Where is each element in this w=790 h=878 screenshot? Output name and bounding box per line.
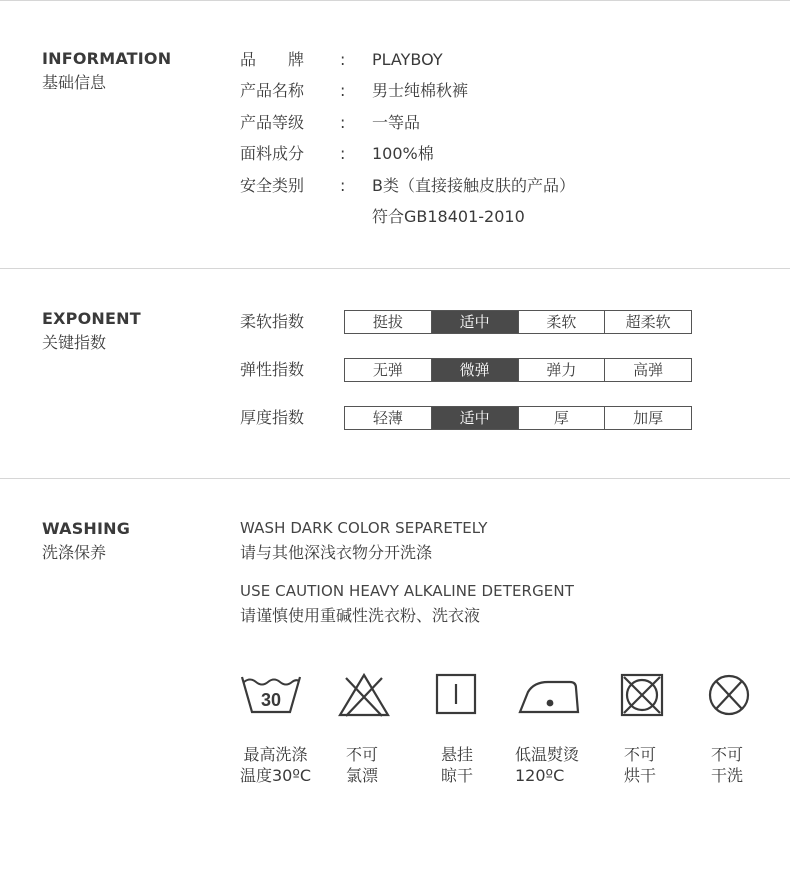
info-value: PLAYBOY [372, 50, 443, 69]
exponent-title-cn: 关键指数 [42, 333, 107, 352]
info-colon: : [340, 81, 346, 100]
no-tumble-dry-icon [619, 672, 667, 720]
caption-line: 不可 [711, 745, 744, 764]
thickness-label: 厚度指数 [240, 408, 305, 427]
info-label: 产品等级 [240, 113, 305, 132]
info-label: 品 牌 [240, 50, 305, 69]
scale-option: 弹力 [519, 359, 606, 381]
info-standard-value: 符合GB18401-2010 [372, 207, 525, 226]
information-title-cn: 基础信息 [42, 73, 107, 92]
divider-information [0, 268, 790, 269]
washing-title-cn: 洗涤保养 [42, 543, 107, 562]
hang-dry-icon [435, 672, 479, 716]
scale-option-selected: 适中 [432, 407, 519, 429]
care-hang-dry [435, 672, 525, 785]
caption-line: 烘干 [624, 766, 657, 785]
caption-line: 温度30ºC [240, 766, 312, 785]
thickness-scale [344, 406, 692, 430]
softness-label: 柔软指数 [240, 312, 305, 331]
scale-option: 厚 [519, 407, 606, 429]
exponent-title-en: EXPONENT [42, 309, 141, 328]
care-caption [441, 744, 473, 786]
care-caption [711, 744, 743, 786]
elasticity-scale [344, 358, 692, 382]
info-value: B类（直接接触皮肤的产品） [372, 176, 575, 195]
care-wash-30 [240, 672, 330, 785]
scale-option: 高弹 [633, 361, 664, 379]
care-no-tumble-dry [619, 672, 709, 785]
care-no-dry-clean [707, 672, 790, 785]
caption-line: 不可 [624, 745, 657, 764]
info-label: 安全类别 [240, 176, 305, 195]
wash-temp-number: 30 [260, 690, 282, 710]
care-no-bleach [338, 672, 428, 785]
care-caption [346, 744, 378, 786]
caption-line: 低温熨烫 [515, 745, 580, 764]
scale-option: 超柔软 [625, 313, 671, 331]
info-colon: : [340, 176, 346, 195]
caption-line: 晾干 [441, 766, 474, 785]
wash-note-cn: 请谨慎使用重碱性洗衣粉、洗衣液 [240, 606, 481, 625]
caption-line: 不可 [346, 745, 379, 764]
caption-line: 悬挂 [441, 745, 474, 764]
softness-scale [344, 310, 692, 334]
info-label: 面料成分 [240, 144, 305, 163]
info-colon: : [340, 50, 346, 69]
scale-option-selected: 适中 [432, 311, 519, 333]
info-value: 男士纯棉秋裤 [372, 81, 469, 100]
washing-title-en: WASHING [42, 519, 131, 538]
wash-30-icon [240, 672, 302, 716]
care-low-iron [515, 672, 608, 785]
low-iron-icon [518, 672, 584, 716]
info-colon: : [340, 113, 346, 132]
scale-option: 无弹 [345, 359, 432, 381]
wash-note-en: WASH DARK COLOR SEPARETELY [240, 519, 488, 537]
care-caption [515, 744, 579, 786]
elasticity-label: 弹性指数 [240, 360, 305, 379]
scale-option: 挺拔 [345, 311, 432, 333]
top-divider [0, 0, 790, 1]
care-caption [240, 744, 311, 786]
caption-line: 最高洗涤 [243, 745, 308, 764]
info-label: 产品名称 [240, 81, 305, 100]
information-title-en: INFORMATION [42, 49, 172, 68]
care-caption [624, 744, 656, 786]
scale-option: 柔软 [519, 311, 606, 333]
wash-note-cn: 请与其他深浅衣物分开洗涤 [240, 543, 433, 562]
caption-line: 干洗 [711, 766, 744, 785]
info-value: 100%棉 [372, 144, 434, 163]
divider-exponent [0, 478, 790, 479]
no-bleach-icon [338, 672, 390, 718]
info-colon: : [340, 144, 346, 163]
info-value: 一等品 [372, 113, 421, 132]
scale-option: 轻薄 [345, 407, 432, 429]
scale-option-selected: 微弹 [432, 359, 519, 381]
no-dry-clean-icon [707, 672, 753, 718]
caption-line: 120ºC [515, 766, 565, 785]
wash-note-en: USE CAUTION HEAVY ALKALINE DETERGENT [240, 582, 574, 600]
scale-option: 加厚 [633, 409, 664, 427]
caption-line: 氯漂 [346, 766, 379, 785]
